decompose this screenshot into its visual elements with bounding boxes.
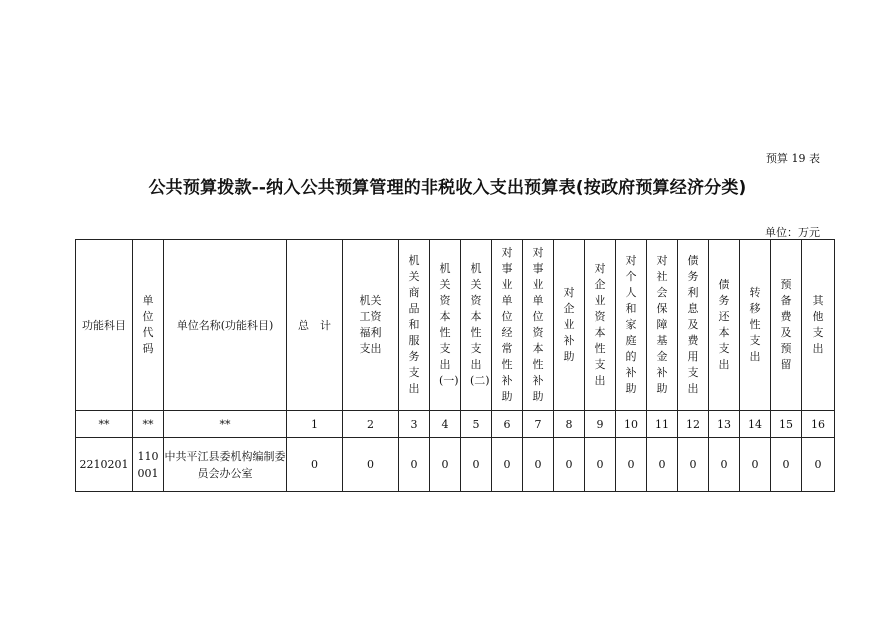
value-cell: 0 [523, 438, 554, 492]
value-cell: 0 [585, 438, 616, 492]
index-cell: 4 [430, 411, 461, 438]
index-cell: 3 [399, 411, 430, 438]
index-cell: 16 [802, 411, 835, 438]
value-cell: 0 [287, 438, 343, 492]
header-func-code: 功能科目 [76, 240, 133, 411]
index-cell: 7 [523, 411, 554, 438]
index-cell: 5 [461, 411, 492, 438]
table-number: 预算 19 表 [766, 152, 820, 165]
index-cell: 15 [771, 411, 802, 438]
header-col-12: 债务利息及费用支出 [678, 240, 709, 411]
header-unit-name: 单位名称(功能科目) [164, 240, 287, 411]
header-col-11: 对社会保障基金补助 [647, 240, 678, 411]
value-cell: 0 [802, 438, 835, 492]
index-row [76, 411, 835, 438]
value-cell: 0 [740, 438, 771, 492]
value-cell: 0 [430, 438, 461, 492]
value-cell: 0 [343, 438, 399, 492]
header-col-15: 预备费及预留 [771, 240, 802, 411]
index-cell: 9 [585, 411, 616, 438]
header-col-9: 对企业资本性支出 [585, 240, 616, 411]
value-cell: 0 [647, 438, 678, 492]
header-col-13: 债务还本支出 [709, 240, 740, 411]
index-cell: ** [133, 411, 164, 438]
header-row [76, 240, 835, 411]
value-cell: 0 [399, 438, 430, 492]
index-cell: 12 [678, 411, 709, 438]
index-cell: 6 [492, 411, 523, 438]
value-cell: 0 [461, 438, 492, 492]
header-col-8: 对企业补助 [554, 240, 585, 411]
unit-name-cell: 中共平江县委机构编制委员会办公室 [164, 438, 287, 492]
value-cell: 0 [709, 438, 740, 492]
header-col-2: 机关工资福利支出 [343, 240, 399, 411]
unit-label: 单位：万元 [765, 226, 820, 239]
value-cell: 0 [678, 438, 709, 492]
value-cell: 0 [492, 438, 523, 492]
value-cell: 0 [554, 438, 585, 492]
index-cell: ** [164, 411, 287, 438]
header-col-10: 对个人和家庭的补助 [616, 240, 647, 411]
func-code-cell: 2210201 [76, 438, 133, 492]
budget-table [75, 239, 835, 492]
header-col-6: 对事业单位经常性补助 [492, 240, 523, 411]
index-cell: 14 [740, 411, 771, 438]
header-total: 总 计 [287, 240, 343, 411]
value-cell: 0 [771, 438, 802, 492]
header-col-7: 对事业单位资本性补助 [523, 240, 554, 411]
index-cell: ** [76, 411, 133, 438]
index-cell: 1 [287, 411, 343, 438]
table-row [76, 438, 835, 492]
header-col-3: 机关商品和服务支出 [399, 240, 430, 411]
value-cell: 0 [616, 438, 647, 492]
unit-code-cell: 110001 [133, 438, 164, 492]
header-col-14: 转移性支出 [740, 240, 771, 411]
index-cell: 13 [709, 411, 740, 438]
header-unit-code: 单位代码 [133, 240, 164, 411]
header-col-5: 机关资本性支出(二) [461, 240, 492, 411]
index-cell: 8 [554, 411, 585, 438]
index-cell: 2 [343, 411, 399, 438]
header-col-16: 其他支出 [802, 240, 835, 411]
index-cell: 11 [647, 411, 678, 438]
page-title: 公共预算拨款--纳入公共预算管理的非税收入支出预算表(按政府预算经济分类) [148, 178, 747, 198]
header-col-4: 机关资本性支出(一) [430, 240, 461, 411]
index-cell: 10 [616, 411, 647, 438]
